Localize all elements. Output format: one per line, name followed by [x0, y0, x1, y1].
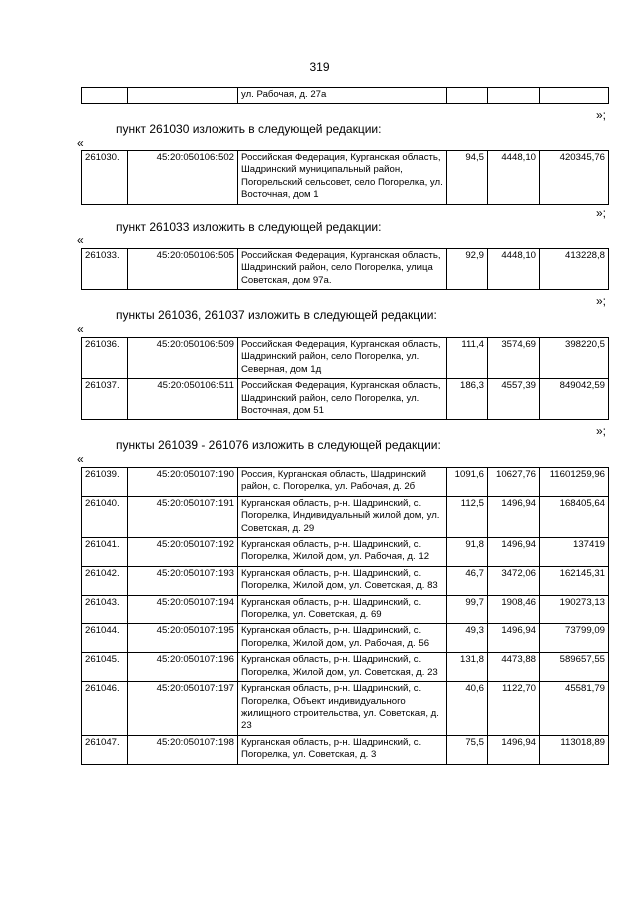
- cadastral-value-cell: 398220,5: [540, 338, 609, 379]
- cadastral-number-cell: 45:20:050107:198: [128, 735, 238, 764]
- page-number: 319: [309, 60, 330, 74]
- area-cell: 91,8: [447, 538, 488, 567]
- cadastral-number-cell: [128, 88, 238, 104]
- cadastral-value-cell: 849042,59: [540, 379, 609, 420]
- address-cell: Курганская область, р-н. Шадринский, с. Погорелка, Жилой дом, ул. Рабочая, д. 12: [238, 538, 447, 567]
- address-cell: Российская Федерация, Курганская область, Шадринский муниципальный район, Погорельский сельсовет, село Погорелка, ул. Восточная, дом 1: [238, 151, 447, 205]
- row-number-cell: 261033.: [82, 249, 128, 290]
- cadastral-value-cell: 162145,31: [540, 566, 609, 595]
- table-row: [82, 338, 609, 379]
- cadastral-value-cell: 168405,64: [540, 496, 609, 537]
- closing-quote: »;: [596, 294, 607, 308]
- area-cell: 46,7: [447, 566, 488, 595]
- cadastral-number-cell: 45:20:050107:196: [128, 653, 238, 682]
- register-table-261036-261037: [81, 337, 609, 420]
- area-cell: 92,9: [447, 249, 488, 290]
- area-cell: 75,5: [447, 735, 488, 764]
- cadastral-value-cell: 113018,89: [540, 735, 609, 764]
- table-row: [82, 151, 609, 205]
- address-cell: Курганская область, р-н. Шадринский, с. Погорелка, Объект индивидуального жилищного строительства, ул. Советская, д. 23: [238, 682, 447, 736]
- specific-value-cell: 4557,39: [488, 379, 540, 420]
- address-cell: Курганская область, р-н. Шадринский, с. Погорелка, Жилой дом, ул. Советская, д. 83: [238, 566, 447, 595]
- specific-value-cell: 1122,70: [488, 682, 540, 736]
- cadastral-number-cell: 45:20:050107:197: [128, 682, 238, 736]
- area-cell: 49,3: [447, 624, 488, 653]
- area-cell: 111,4: [447, 338, 488, 379]
- specific-value-cell: 1496,94: [488, 735, 540, 764]
- cadastral-number-cell: 45:20:050107:193: [128, 566, 238, 595]
- specific-value-cell: 10627,76: [488, 468, 540, 497]
- cadastral-value-cell: 413228,8: [540, 249, 609, 290]
- specific-value-cell: 4473,88: [488, 653, 540, 682]
- opening-quote: «: [77, 136, 84, 150]
- table-row: [82, 468, 609, 497]
- address-cell: Курганская область, р-н. Шадринский, с. Погорелка, ул. Советская, д. 3: [238, 735, 447, 764]
- address-cell: Российская Федерация, Курганская область, Шадринский район, село Погорелка, ул. Восточная, дом 51: [238, 379, 447, 420]
- opening-quote: «: [77, 233, 84, 247]
- row-number-cell: 261044.: [82, 624, 128, 653]
- area-cell: 131,8: [447, 653, 488, 682]
- address-cell: Курганская область, р-н. Шадринский, с. Погорелка, Жилой дом, ул. Советская, д. 23: [238, 653, 447, 682]
- row-number-cell: 261037.: [82, 379, 128, 420]
- cadastral-value-cell: 190273,13: [540, 595, 609, 624]
- cadastral-number-cell: 45:20:050106:509: [128, 338, 238, 379]
- table-row: [82, 735, 609, 764]
- table-row: [82, 249, 609, 290]
- specific-value-cell: [488, 88, 540, 104]
- specific-value-cell: 1496,94: [488, 496, 540, 537]
- table-row: [82, 566, 609, 595]
- closing-quote: »;: [596, 108, 607, 122]
- table-row: [82, 624, 609, 653]
- specific-value-cell: 1908,46: [488, 595, 540, 624]
- row-number-cell: 261039.: [82, 468, 128, 497]
- address-cell: Российская Федерация, Курганская область, Шадринский район, село Погорелка, улица Советская, дом 97а.: [238, 249, 447, 290]
- closing-quote: »;: [596, 206, 607, 220]
- table-row: [82, 682, 609, 736]
- area-cell: 1091,6: [447, 468, 488, 497]
- address-cell: Россия, Курганская область, Шадринский район, с. Погорелка, ул. Рабочая, д. 2б: [238, 468, 447, 497]
- cadastral-value-cell: 420345,76: [540, 151, 609, 205]
- table-row: [82, 538, 609, 567]
- cadastral-number-cell: 45:20:050106:505: [128, 249, 238, 290]
- address-cell: Курганская область, р-н. Шадринский, с. Погорелка, Жилой дом, ул. Рабочая, д. 56: [238, 624, 447, 653]
- amendment-paragraph: пункт 261033 изложить в следующей редакции:: [116, 220, 382, 234]
- cadastral-value-cell: 45581,79: [540, 682, 609, 736]
- row-number-cell: 261046.: [82, 682, 128, 736]
- specific-value-cell: 1496,94: [488, 624, 540, 653]
- opening-quote: «: [77, 322, 84, 336]
- cadastral-number-cell: 45:20:050107:195: [128, 624, 238, 653]
- cadastral-number-cell: 45:20:050106:511: [128, 379, 238, 420]
- cadastral-number-cell: 45:20:050107:191: [128, 496, 238, 537]
- address-cell: Курганская область, р-н. Шадринский, с. Погорелка, ул. Советская, д. 69: [238, 595, 447, 624]
- address-cell: Курганская область, р-н. Шадринский, с. Погорелка, Индивидуальный жилой дом, ул. Советская, д. 29: [238, 496, 447, 537]
- amendment-paragraph: пункт 261030 изложить в следующей редакции:: [116, 122, 382, 136]
- row-number-cell: 261047.: [82, 735, 128, 764]
- row-number-cell: 261045.: [82, 653, 128, 682]
- table-row: [82, 88, 609, 104]
- cadastral-value-cell: 137419: [540, 538, 609, 567]
- row-number-cell: 261041.: [82, 538, 128, 567]
- table-row: [82, 496, 609, 537]
- cadastral-number-cell: 45:20:050106:502: [128, 151, 238, 205]
- specific-value-cell: 1496,94: [488, 538, 540, 567]
- cadastral-value-cell: 73799,09: [540, 624, 609, 653]
- area-cell: 112,5: [447, 496, 488, 537]
- opening-quote: «: [77, 452, 84, 466]
- address-cell: ул. Рабочая, д. 27а: [238, 88, 447, 104]
- table-row: [82, 379, 609, 420]
- area-cell: 40,6: [447, 682, 488, 736]
- row-number-cell: 261036.: [82, 338, 128, 379]
- area-cell: [447, 88, 488, 104]
- area-cell: 94,5: [447, 151, 488, 205]
- cadastral-value-cell: 11601259,96: [540, 468, 609, 497]
- table-row: [82, 653, 609, 682]
- row-number-cell: 261040.: [82, 496, 128, 537]
- row-number-cell: 261030.: [82, 151, 128, 205]
- register-table-261039-261076: [81, 467, 609, 765]
- specific-value-cell: 4448,10: [488, 249, 540, 290]
- address-cell: Российская Федерация, Курганская область, Шадринский район, село Погорелка, ул. Северная, дом 1д: [238, 338, 447, 379]
- register-table-261033: [81, 248, 609, 290]
- cadastral-number-cell: 45:20:050107:194: [128, 595, 238, 624]
- closing-quote: »;: [596, 424, 607, 438]
- specific-value-cell: 3574,69: [488, 338, 540, 379]
- amendment-paragraph: пункты 261036, 261037 изложить в следующей редакции:: [116, 308, 437, 322]
- area-cell: 186,3: [447, 379, 488, 420]
- cadastral-value-cell: [540, 88, 609, 104]
- table-row: [82, 595, 609, 624]
- specific-value-cell: 3472,06: [488, 566, 540, 595]
- register-table-261030: [81, 150, 609, 205]
- amendment-paragraph: пункты 261039 - 261076 изложить в следующей редакции:: [116, 438, 441, 452]
- specific-value-cell: 4448,10: [488, 151, 540, 205]
- cadastral-number-cell: 45:20:050107:190: [128, 468, 238, 497]
- row-number-cell: 261043.: [82, 595, 128, 624]
- area-cell: 99,7: [447, 595, 488, 624]
- cadastral-value-cell: 589657,55: [540, 653, 609, 682]
- row-number-cell: 261042.: [82, 566, 128, 595]
- cadastral-number-cell: 45:20:050107:192: [128, 538, 238, 567]
- register-table-continuation: [81, 87, 609, 104]
- row-number-cell: [82, 88, 128, 104]
